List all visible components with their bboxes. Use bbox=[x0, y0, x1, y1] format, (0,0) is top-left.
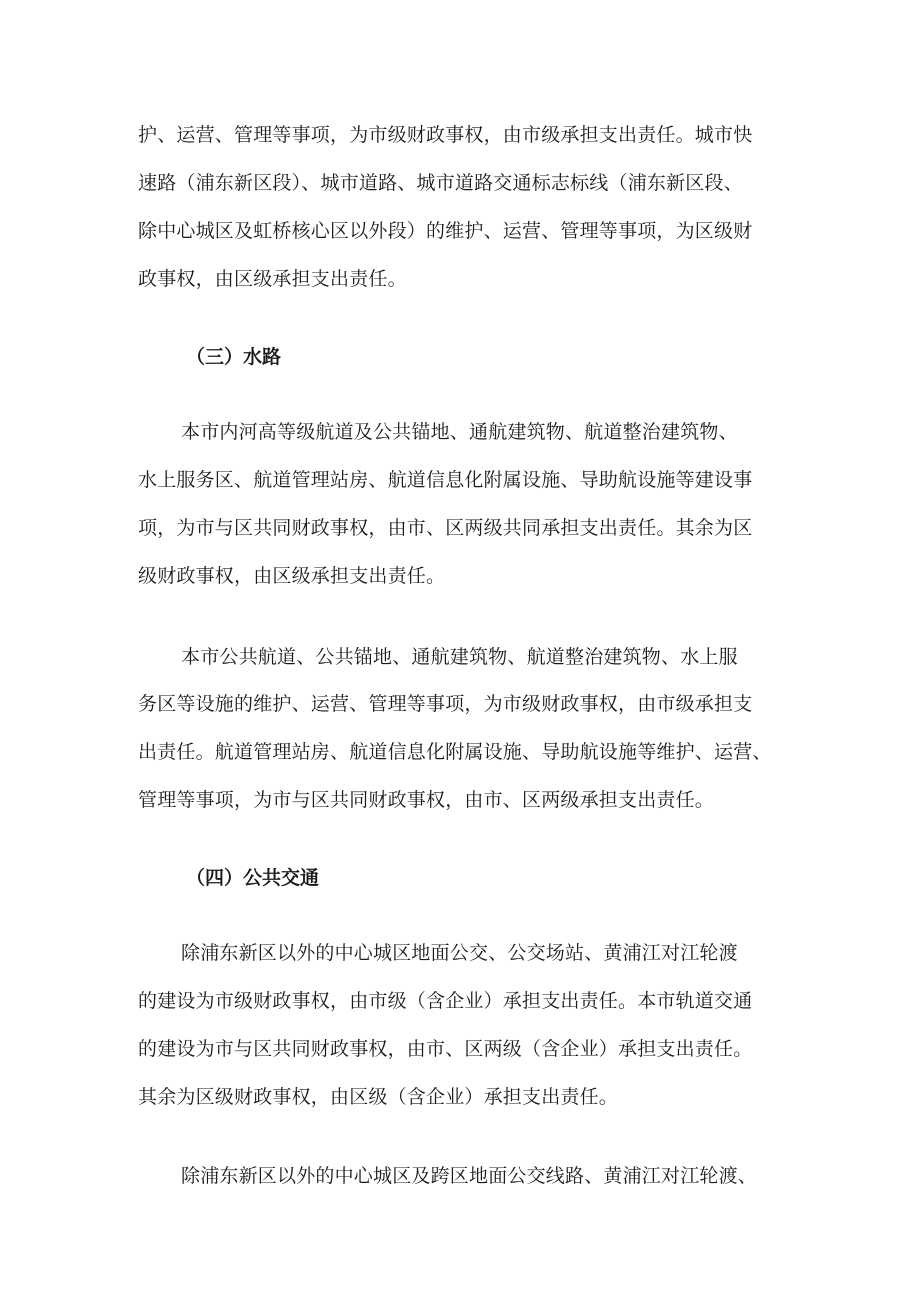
paragraph-3-line-4: 管理等事项，为市与区共同财政事权，由市、区两级承担支出责任。 bbox=[138, 789, 715, 811]
paragraph-4-line-1: 除浦东新区以外的中心城区地面公交、公交场站、黄浦江对江轮渡 bbox=[181, 942, 738, 964]
paragraph-1-line-1: 护、运营、管理等事项，为市级财政事权，由市级承担支出责任。城市快 bbox=[138, 124, 753, 146]
paragraph-3-line-2: 务区等设施的维护、运营、管理等事项，为市级财政事权，由市级承担支 bbox=[138, 693, 753, 715]
paragraph-3-line-3: 出责任。航道管理站房、航道信息化附属设施、导助航设施等维护、运营、 bbox=[138, 741, 772, 763]
paragraph-4-line-4: 其余为区级财政事权，由区级（含企业）承担支出责任。 bbox=[138, 1086, 619, 1108]
paragraph-2-line-3: 项，为市与区共同财政事权，由市、区两级共同承担支出责任。其余为区 bbox=[138, 517, 753, 539]
section-heading-water-transport: （三）水路 bbox=[186, 346, 282, 368]
paragraph-3-line-1: 本市公共航道、公共锚地、通航建筑物、航道整治建筑物、水上服 bbox=[181, 646, 738, 668]
paragraph-4-line-2: 的建设为市级财政事权，由市级（含企业）承担支出责任。本市轨道交通 bbox=[138, 990, 753, 1012]
paragraph-2-line-1: 本市内河高等级航道及公共锚地、通航建筑物、航道整治建筑物、 bbox=[181, 421, 738, 443]
paragraph-2-line-2: 水上服务区、航道管理站房、航道信息化附属设施、导助航设施等建设事 bbox=[138, 469, 753, 491]
paragraph-1-line-3: 除中心城区及虹桥核心区以外段）的维护、运营、管理等事项，为区级财 bbox=[138, 220, 753, 242]
paragraph-4-line-3: 的建设为市与区共同财政事权，由市、区两级（含企业）承担支出责任。 bbox=[138, 1038, 753, 1060]
paragraph-2-line-4: 级财政事权，由区级承担支出责任。 bbox=[138, 565, 446, 587]
section-heading-public-transport: （四）公共交通 bbox=[186, 867, 320, 889]
paragraph-1-line-2: 速路（浦东新区段）、城市道路、城市道路交通标志标线（浦东新区段、 bbox=[138, 172, 743, 194]
paragraph-5-line-1: 除浦东新区以外的中心城区及跨区地面公交线路、黄浦江对江轮渡、 bbox=[181, 1165, 758, 1187]
paragraph-1-line-4: 政事权，由区级承担支出责任。 bbox=[138, 268, 407, 290]
